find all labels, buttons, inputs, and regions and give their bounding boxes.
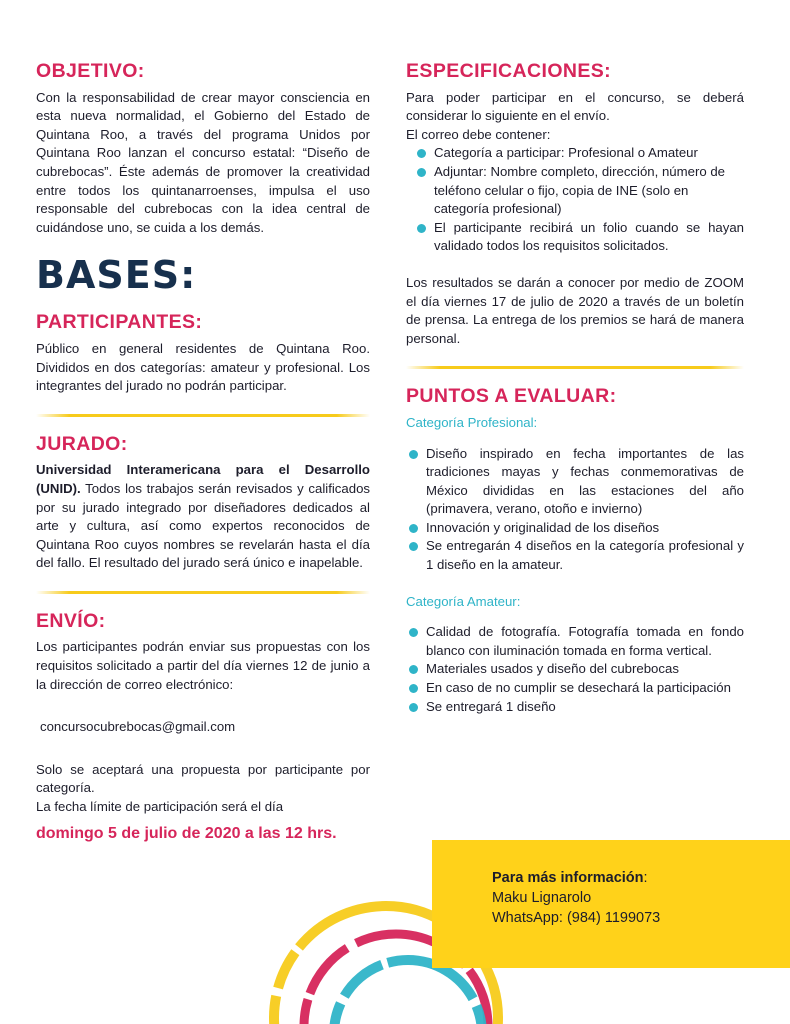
bullet-dot-icon xyxy=(409,703,418,712)
list-item: Materiales usados y diseño del cubrebocas xyxy=(406,660,744,679)
envio-note-1: Solo se aceptará una propuesta por participante por categoría. xyxy=(36,761,370,796)
deadline-text: domingo 5 de julio de 2020 a las 12 hrs. xyxy=(36,824,337,842)
jurado-paragraph xyxy=(36,461,370,573)
divider xyxy=(36,414,370,417)
contact-info-box xyxy=(432,840,790,968)
envio-text: Los participantes podrán enviar sus propuestas con los requisitos solicitado a partir del día viernes 12 de junio a la dirección de correo electrónico: xyxy=(36,639,370,692)
especificaciones-intro: Para poder participar en el concurso, se deberá considerar lo siguiente en el envío. xyxy=(406,89,744,124)
bullet-dot-icon xyxy=(417,149,426,158)
bullet-dot-icon xyxy=(409,542,418,551)
list-item: Innovación y originalidad de los diseños xyxy=(406,519,744,538)
divider xyxy=(406,366,744,369)
jurado-heading: JURADO: xyxy=(36,432,128,455)
contact-title: Para más información xyxy=(492,870,644,886)
divider xyxy=(36,591,370,594)
left-column xyxy=(36,62,370,843)
objetivo-heading: OBJETIVO: xyxy=(36,60,145,82)
bases-heading: BASES: xyxy=(36,253,197,298)
bullet-dot-icon xyxy=(417,224,426,233)
correo-label: El correo debe contener: xyxy=(406,126,551,142)
profesional-category-label: Categoría Profesional: xyxy=(406,414,538,430)
list-item: El participante recibirá un folio cuando se hayan validado todos los requisitos solicitados. xyxy=(414,219,744,256)
bullet-dot-icon xyxy=(409,524,418,533)
envio-note-2: La fecha límite de participación será el día xyxy=(36,799,284,815)
especificaciones-heading: ESPECIFICACIONES: xyxy=(406,60,612,82)
list-item: Se entregarán 4 diseños en la categoría profesional y 1 diseño en la amateur. xyxy=(406,537,744,574)
contact-title-colon: : xyxy=(643,870,648,886)
list-item: Categoría a participar: Profesional o Amateur xyxy=(414,144,744,163)
bullet-dot-icon xyxy=(409,684,418,693)
list-item: Adjuntar: Nombre completo, dirección, número de teléfono celular o fijo, copia de INE (solo en categoría profesional) xyxy=(414,163,744,219)
list-item: Diseño inspirado en fecha importantes de las tradiciones mayas y fechas conmemorativas de México divididas en las estaciones del año (primavera, verano, otoño e invierno) xyxy=(406,445,744,519)
list-item: Se entregará 1 diseño xyxy=(406,698,744,717)
envio-heading: ENVÍO: xyxy=(36,609,106,632)
objetivo-text: Con la responsabilidad de crear mayor consciencia en esta nueva normalidad, el Gobierno del Estado de Quintana Roo, a través del programa Unidos por Quintana Roo lanzan el concurso estatal: “Diseño de cubrebocas”. Éste además de promover la creatividad entre todos los quintanarroenses, impulsa el uso responsable del cubrebocas con la idea central de cuidándose uno, se cuida a los demás. xyxy=(36,89,370,235)
amateur-list xyxy=(406,623,744,716)
amateur-category-label: Categoría Amateur: xyxy=(406,593,521,609)
profesional-list xyxy=(406,445,744,575)
jurado-text: Todos los trabajos serán revisados y calificados por su jurado integrado por diseñadores dedicados al arte y cultura, así como expertos reconocidos de Quintana Roo cuyos nombres se revelarán hasta el día del fallo. El resultado del jurado será único e inapelable. xyxy=(36,480,370,571)
list-item: Calidad de fotografía. Fotografía tomada en fondo blanco con iluminación tomada en forma vertical. xyxy=(406,623,744,660)
participantes-heading: PARTICIPANTES: xyxy=(36,311,203,334)
participantes-text: Público en general residentes de Quintana Roo. Divididos en dos categorías: amateur y profesional. Los integrantes del jurado no podrán participar. xyxy=(36,340,370,394)
bullet-dot-icon xyxy=(409,450,418,459)
bullet-dot-icon xyxy=(409,665,418,674)
correo-list xyxy=(414,144,744,256)
contact-title-line xyxy=(492,868,790,888)
bullet-dot-icon xyxy=(409,628,418,637)
contact-whatsapp: WhatsApp: (984) 1199073 xyxy=(492,910,661,926)
jurado-institution: Universidad Interamericana para el Desarrollo (UNID). xyxy=(36,462,370,496)
list-item: En caso de no cumplir se desechará la participación xyxy=(406,679,744,698)
bullet-dot-icon xyxy=(417,168,426,177)
contest-email: concursocubrebocas@gmail.com xyxy=(40,719,236,735)
puntos-heading: PUNTOS A EVALUAR: xyxy=(406,385,617,408)
resultados-text: Los resultados se darán a conocer por medio de ZOOM el día viernes 17 de julio de 2020 a través de un boletín de prensa. La entrega de los premios se hará de manera personal. xyxy=(406,274,744,346)
contact-name: Maku Lignarolo xyxy=(492,890,592,906)
right-column xyxy=(406,62,744,716)
